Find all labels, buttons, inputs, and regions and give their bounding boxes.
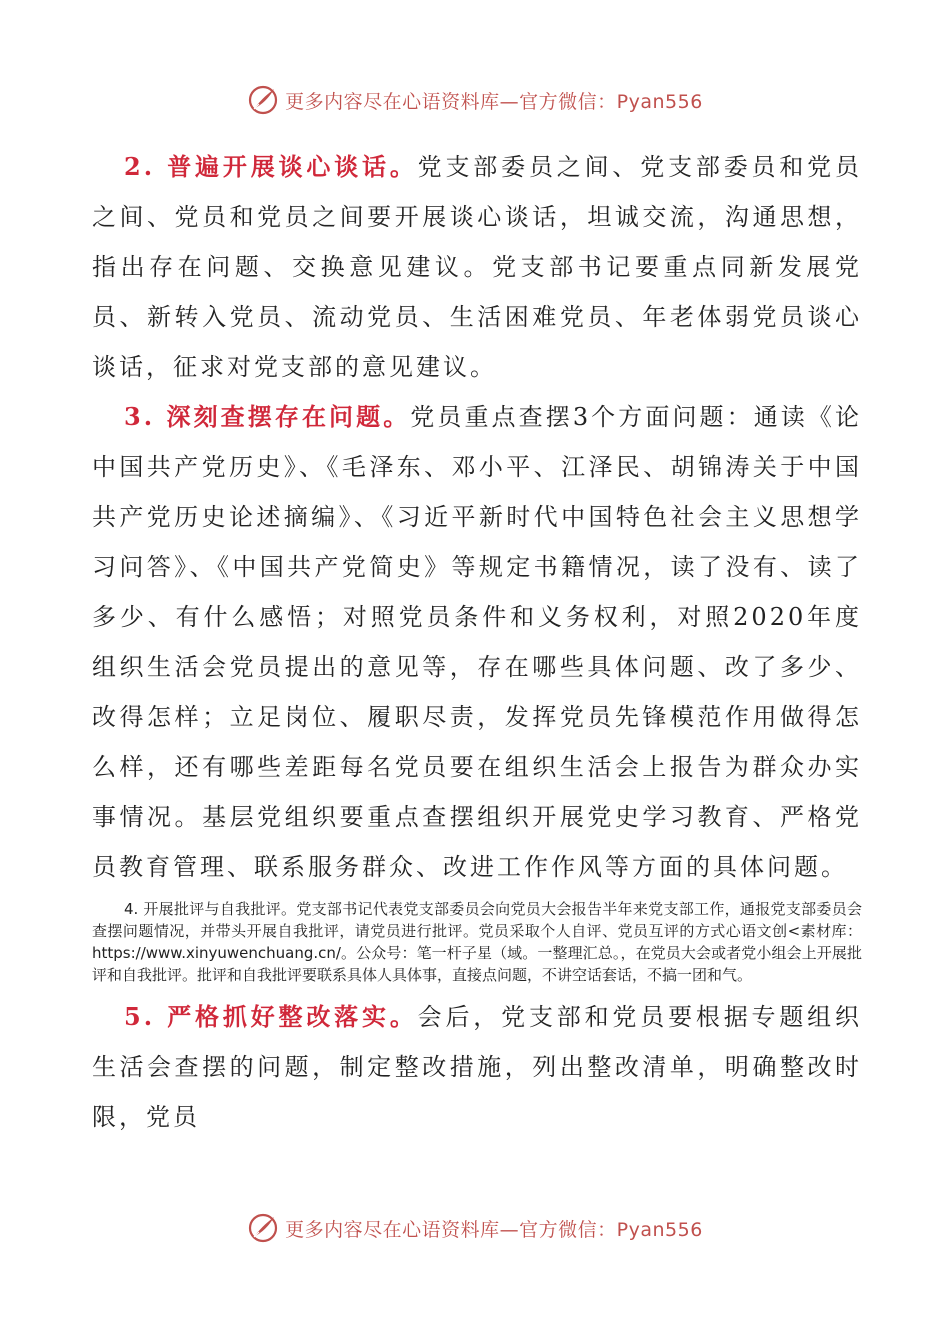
paragraph-heading: 5. 严格抓好整改落实。 (124, 1002, 418, 1031)
watermark-text: 更多内容尽在心语资料库—官方微信：Pyan556 (285, 1218, 703, 1241)
paragraph-5 (92, 992, 862, 1142)
paragraph-3 (92, 392, 862, 892)
paragraph-heading: 2. 普遍开展谈心谈话。 (124, 152, 418, 181)
paragraph-heading: 3. 深刻查摆存在问题。 (124, 402, 411, 431)
header-watermark (0, 80, 950, 120)
paragraph-text: 党支部委员之间、党支部委员和党员之间、党员和党员之间要开展谈心谈话，坦诚交流，沟通思想，指出存在问题、交换意见建议。党支部书记要重点同新发展党员、新转入党员、流动党员、生活困难党员、年老体弱党员谈心谈话，征求对党支部的意见建议。 (92, 153, 863, 381)
quill-logo-icon (247, 84, 279, 116)
paragraph-2 (92, 142, 862, 392)
paragraph-4-small: 4. 开展批评与自我批评。党支部书记代表党支部委员会向党员大会报告半年来党支部工作，通报党支部委员会查摆问题情况，并带头开展自我批评，请党员进行批评。党员采取个人自评、党员互评的方式心语文创<素材库：https://www.xinyuwenchuang.cn/。公众号：笔一杆子星（域。一整理汇总。，在党员大会或者党小组会上开展批评和自我批评。批评和自我批评要联系具体人具体事，直接点问题，不讲空话套话，不搞一团和气。 (92, 900, 862, 984)
paragraph-text: 会后，党支部和党员要根据专题组织生活会查摆的问题，制定整改措施，列出整改清单，明确整改时限，党员 (92, 1003, 863, 1131)
watermark-text: 更多内容尽在心语资料库—官方微信：Pyan556 (285, 90, 703, 113)
quill-logo-icon (247, 1212, 279, 1244)
paragraph-text: 党员重点查摆3个方面问题：通读《论中国共产党历史》、《毛泽东、邓小平、江泽民、胡锦涛关于中国共产党历史论述摘编》、《习近平新时代中国特色社会主义思想学习问答》、《中国共产党简史》等规定书籍情况，读了没有、读了多少、有什么感悟；对照党员条件和义务权利，对照2020年度组织生活会党员提出的意见等，存在哪些具体问题、改了多少、改得怎样；立足岗位、履职尽责，发挥党员先锋模范作用做得怎么样，还有哪些差距每名党员要在组织生活会上报告为群众办实事情况。基层党组织要重点查摆组织开展党史学习教育、严格党员教育管理、联系服务群众、改进工作作风等方面的具体问题。 (92, 403, 862, 881)
footer-watermark (0, 1208, 950, 1248)
document-body (92, 142, 862, 1142)
